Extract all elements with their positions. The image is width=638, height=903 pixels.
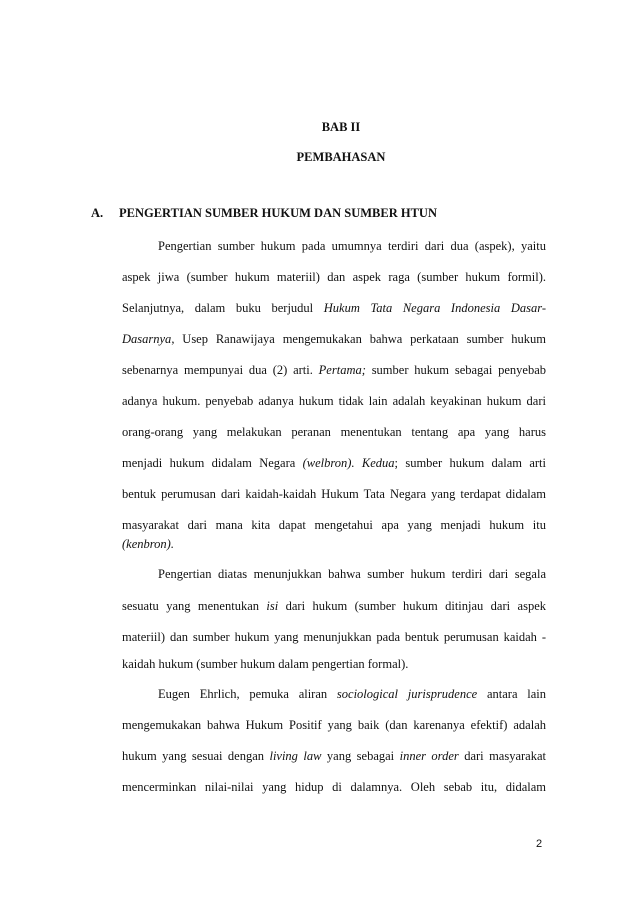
paragraph-line: materiil) dan sumber hukum yang menunjukkan pada bentuk perumusan kaidah - xyxy=(122,630,546,644)
paragraph-line: mencerminkan nilai-nilai yang hidup di dalamnya. Oleh sebab itu, didalam xyxy=(122,780,546,794)
paragraph-line: hukum yang sesuai dengan living law yang sebagai inner order dari masyarakat xyxy=(122,749,546,763)
paragraph-line: menjadi hukum didalam Negara (welbron). Kedua; sumber hukum dalam arti xyxy=(122,456,546,470)
paragraph-line: Eugen Ehrlich, pemuka aliran sociological jurisprudence antara lain xyxy=(158,687,546,701)
paragraph-line: sesuatu yang menentukan isi dari hukum (sumber hukum ditinjau dari aspek xyxy=(122,599,546,613)
paragraph-line: sebenarnya mempunyai dua (2) arti. Pertama; sumber hukum sebagai penyebab xyxy=(122,363,546,377)
page-number: 2 xyxy=(536,838,543,850)
section-title: PENGERTIAN SUMBER HUKUM DAN SUMBER HTUN xyxy=(119,206,437,220)
paragraph-line: Dasarnya, Usep Ranawijaya mengemukakan bahwa perkataan sumber hukum xyxy=(122,332,546,346)
paragraph-line: adanya hukum. penyebab adanya hukum tidak lain adalah keyakinan hukum dari xyxy=(122,394,546,408)
paragraph-line: Pengertian sumber hukum pada umumnya terdiri dari dua (aspek), yaitu xyxy=(158,239,546,253)
paragraph-line: Pengertian diatas menunjukkan bahwa sumber hukum terdiri dari segala xyxy=(158,567,546,581)
paragraph-line: (kenbron). xyxy=(122,537,174,551)
paragraph-line: aspek jiwa (sumber hukum materiil) dan aspek raga (sumber hukum formil). xyxy=(122,270,546,284)
paragraph-line: bentuk perumusan dari kaidah-kaidah Hukum Tata Negara yang terdapat didalam xyxy=(122,487,546,501)
paragraph-line: kaidah hukum (sumber hukum dalam pengertian formal). xyxy=(122,657,409,671)
section-letter: A. xyxy=(91,206,104,220)
paragraph-line: orang-orang yang melakukan peranan menentukan tentang apa yang harus xyxy=(122,425,546,439)
paragraph-line: mengemukakan bahwa Hukum Positif yang baik (dan karenanya efektif) adalah xyxy=(122,718,546,732)
chapter-title: PEMBAHASAN xyxy=(296,150,386,164)
paragraph-line: Selanjutnya, dalam buku berjudul Hukum Tata Negara Indonesia Dasar- xyxy=(122,301,546,315)
paragraph-line: masyarakat dari mana kita dapat mengetahui apa yang menjadi hukum itu xyxy=(122,518,546,532)
section-heading xyxy=(91,206,437,221)
chapter-number: BAB II xyxy=(321,120,361,134)
